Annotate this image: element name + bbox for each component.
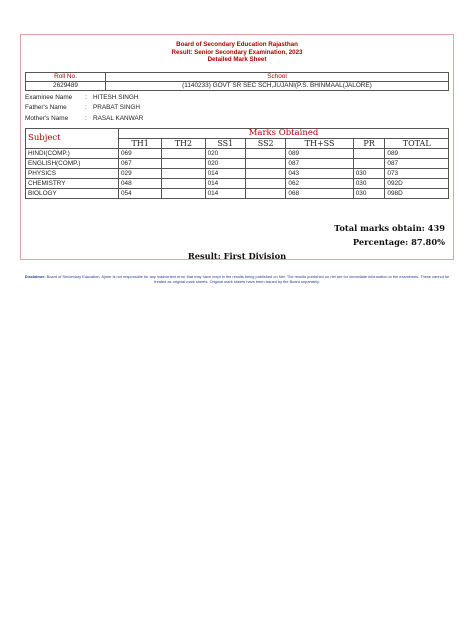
- father-row: [25, 103, 140, 113]
- subject-name: PHYSICS: [26, 169, 119, 179]
- ss1-value: 020: [205, 159, 245, 169]
- colon: :: [85, 104, 87, 111]
- examinee-value: HITESH SINGH: [93, 94, 139, 101]
- subject-header: Subject: [26, 129, 119, 149]
- board-title: Board of Secondary Education Rajasthan: [176, 41, 298, 48]
- percentage: Percentage: 87.80%: [352, 237, 445, 247]
- pr-value: [353, 159, 385, 169]
- th-ss-value: 062: [286, 179, 353, 189]
- col-th1: TH1: [119, 139, 162, 149]
- examinee-row: [25, 93, 138, 103]
- total-value: 073: [385, 169, 449, 179]
- table-row: [26, 149, 449, 159]
- ss2-value: [245, 169, 285, 179]
- examinee-label: Examinee Name: [25, 94, 73, 101]
- total-value: 098D: [385, 189, 449, 199]
- ss2-value: [245, 189, 285, 199]
- subject-name: HINDI(COMP.): [26, 149, 119, 159]
- ss1-value: 014: [205, 179, 245, 189]
- roll-value: 2629489: [26, 82, 106, 91]
- total-value: 092D: [385, 179, 449, 189]
- mark-sheet: [20, 34, 454, 284]
- mother-label: Mother's Name: [25, 115, 69, 122]
- total-value: 089: [385, 149, 449, 159]
- ss2-value: [245, 179, 285, 189]
- father-label: Father's Name: [25, 104, 67, 111]
- table-row: [26, 179, 449, 189]
- pr-value: 030: [353, 169, 385, 179]
- col-ss2: SS2: [245, 139, 285, 149]
- pr-value: [353, 149, 385, 159]
- th-ss-value: 089: [286, 149, 353, 159]
- roll-school-table: [25, 72, 449, 91]
- th1-value: 069: [119, 149, 162, 159]
- ss1-value: 020: [205, 149, 245, 159]
- colon: :: [85, 94, 87, 101]
- col-th2: TH2: [162, 139, 205, 149]
- ss1-value: 014: [205, 189, 245, 199]
- mother-value: RASAL KANWAR: [93, 115, 144, 122]
- th-ss-value: 068: [286, 189, 353, 199]
- mother-row: [25, 114, 143, 124]
- pr-value: 030: [353, 189, 385, 199]
- th1-value: 067: [119, 159, 162, 169]
- exam-title: Result: Senior Secondary Examination, 2023: [171, 48, 303, 56]
- th2-value: [162, 179, 205, 189]
- table-row: [26, 169, 449, 179]
- ss1-value: 014: [205, 169, 245, 179]
- col-ss1: SS1: [205, 139, 245, 149]
- disclaimer: [21, 274, 453, 284]
- subject-name: CHEMISTRY: [26, 179, 119, 189]
- school-value: (1140233) GOVT SR SEC SCH,JUJANI(P.S. BHINMAAL(JALORE): [106, 82, 449, 91]
- th2-value: [162, 189, 205, 199]
- th2-value: [162, 169, 205, 179]
- th1-value: 048: [119, 179, 162, 189]
- school-label: School: [106, 73, 449, 82]
- th-ss-value: 087: [286, 159, 353, 169]
- disclaimer-label: Disclaimer: [24, 274, 45, 279]
- th2-value: [162, 149, 205, 159]
- ss2-value: [245, 149, 285, 159]
- th2-value: [162, 159, 205, 169]
- sheet-header: [21, 41, 453, 64]
- col-th-ss: TH+SS: [286, 139, 353, 149]
- colon: :: [85, 115, 87, 122]
- table-row: [26, 159, 449, 169]
- roll-label: Roll No.: [26, 73, 106, 82]
- sheet-title: Detailed Mark Sheet: [207, 56, 267, 64]
- subject-name: BIOLOGY: [26, 189, 119, 199]
- subject-name: ENGLISH(COMP.): [26, 159, 119, 169]
- father-value: PRABAT SINGH: [93, 104, 140, 111]
- th1-value: 029: [119, 169, 162, 179]
- total-marks: Total marks obtain: 439: [334, 223, 445, 233]
- total-value: 087: [385, 159, 449, 169]
- col-pr: PR: [353, 139, 385, 149]
- pr-value: 030: [353, 179, 385, 189]
- marks-table: [25, 128, 449, 199]
- th-ss-value: 043: [286, 169, 353, 179]
- ss2-value: [245, 159, 285, 169]
- marks-obtained-header: Marks Obtained: [119, 129, 449, 139]
- result-division: Result: First Division: [187, 251, 287, 261]
- disclaimer-text: : Board of Secondary Education, Ajmer is not responsible for any inadvertent error that may have crept in the results being published on Net. The results published on net are for immediate information to the examinees. These cannot be treated as original mark sheets. Original mark sheets have been issued by the Board separately.: [44, 274, 450, 284]
- table-row: [26, 189, 449, 199]
- th1-value: 054: [119, 189, 162, 199]
- col-total: TOTAL: [385, 139, 449, 149]
